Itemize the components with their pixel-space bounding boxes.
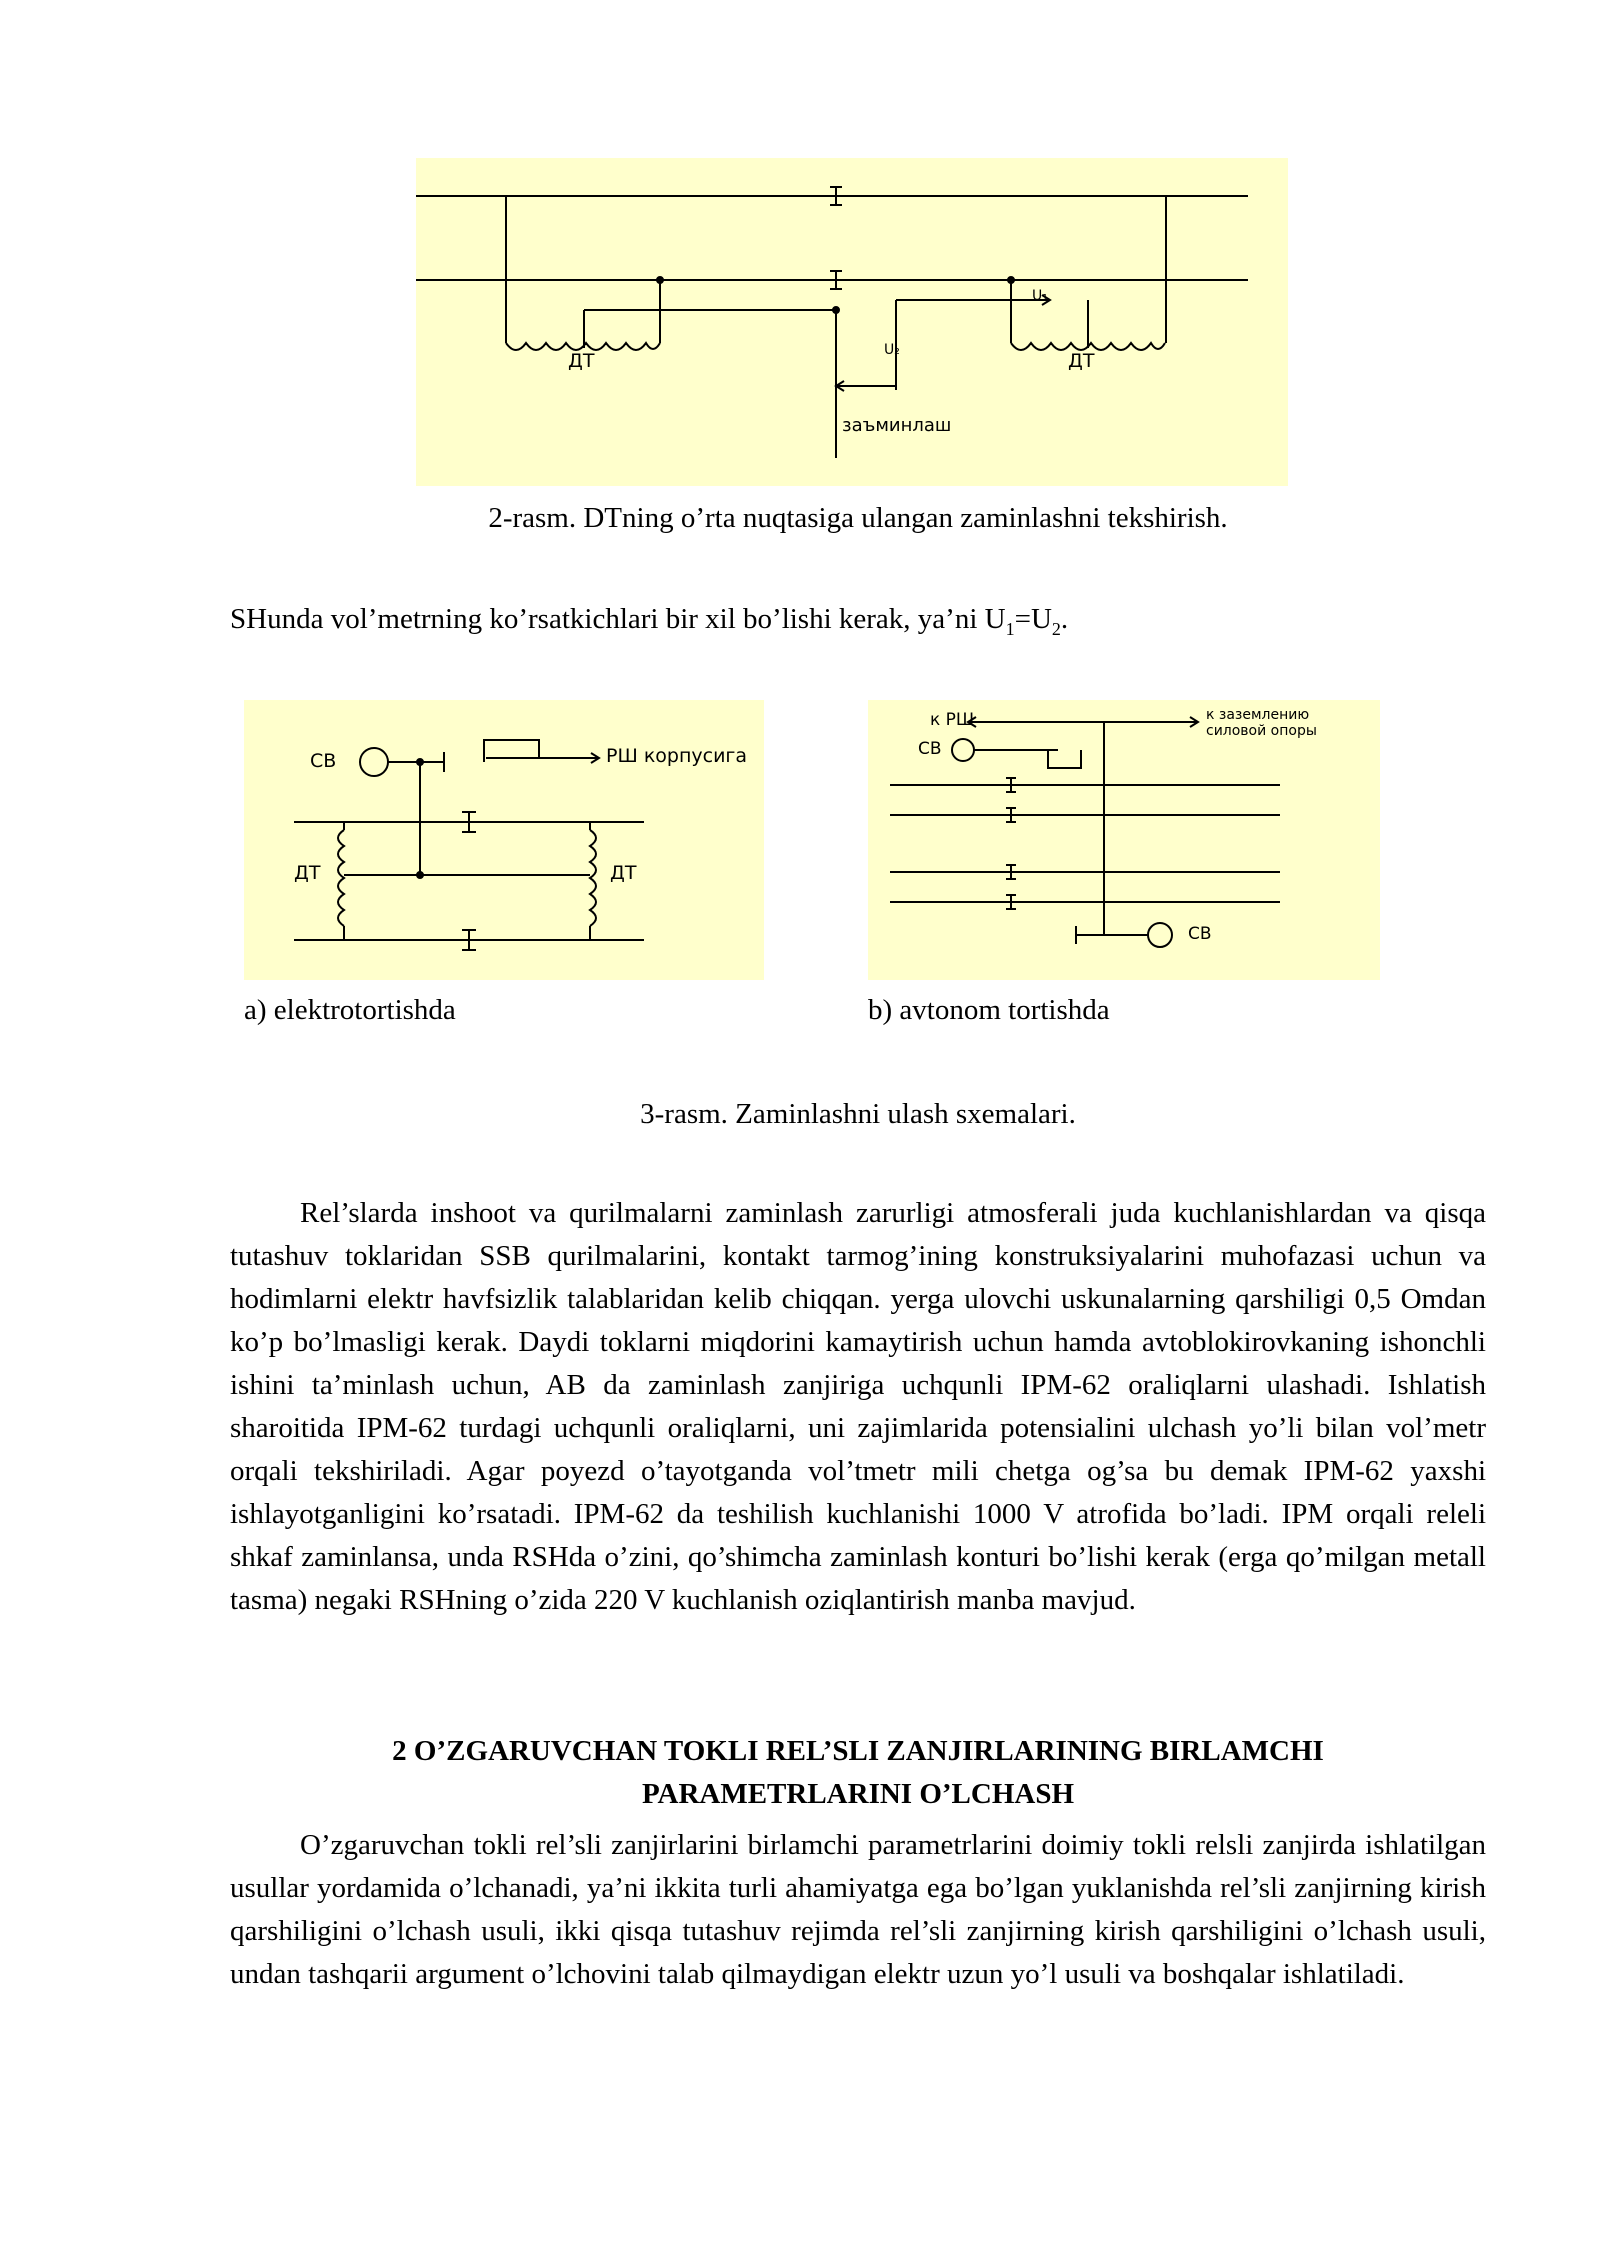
figure-3a-caption: a) elektrotortishda bbox=[244, 994, 456, 1026]
dt-label-right: ДТ bbox=[1068, 350, 1095, 372]
ground-support-label-line2: силовой опоры bbox=[1206, 723, 1317, 739]
sv-spark-gap-icon bbox=[360, 748, 388, 776]
voltmeter-sentence: SHunda vol’metrning ko’rsatkichlari bir xil bo’lishi kerak, ya’ni $U_1=U_2$. bbox=[230, 603, 1069, 639]
paragraph-grounding: Rel’slarda inshoot va qurilmalarni zaminlash zarurligi atmosferali juda kuchlanishlardan va qisqa tutashuv toklaridan SSB qurilmalarini, kontakt tarmog’ining konstruksiyalarini muhofazasi uchun va hodimlarni elektr havfsizlik talablaridan kelib chiqqan. yerga ulovchi uskunalarning qarshiligi 0,5 Omdan ko’p bo’lmasligi kerak. Daydi toklarni miqdorini kamaytirish uchun hamda avtoblokirovkaning ishonchli ishini ta’minlash uchun, AB da zaminlash zanjiriga uchqunli IPM-62 oraliqlarni ulashadi. Ishlatish sharoitida IPM-62 turdagi uchqunli oraliqlarni, uni zajimlarida potensialini ulchash yo’li bilan vol’metr orqali tekshiriladi. Agar poyezd o’tayotganda vol’tmetr mili chetga og’sa bu demak IPM-62 yaxshi ishlayotganligini ko’rsatadi. IPM-62 da teshilish kuchlanishi 1000 V atrofida bo’ladi. IPM orqali releli shkaf zaminlansa, unda RSHda o’zini, qo’shimcha zaminlash konturi bo’lishi kerak (erga qo’milgan metall tasma) negaki RSHning o’zida 220 V kuchlanish oziqlantirish manba mavjud. bbox=[230, 1197, 1486, 1616]
figure-2-caption: 2-rasm. DTning o’rta nuqtasiga ulangan zaminlashni tekshirish. bbox=[488, 502, 1228, 534]
sv-label-b-top: СВ bbox=[918, 739, 942, 759]
figure-3b-caption: b) avtonom tortishda bbox=[868, 994, 1110, 1026]
rsh-label-a: РШ корпусига bbox=[606, 745, 748, 767]
grounding-label: заъминлаш bbox=[842, 415, 952, 436]
paragraph-measurement: O’zgaruvchan tokli rel’sli zanjirlarini birlamchi parametrlarini doimiy tokli relsli zanjirda ishlatilgan usullar yordamida o’lchanadi, ya’ni ikkita turli ahamiyatga ega bo’lgan yuklanishda rel’sli zanjirning kirish qarshiligini o’lchash usuli, ikki qisqa tutashuv rejimda rel’sli zanjirning kirish qarshiligini o’lchash usuli, undan tashqarii argument o’lchovini talab qilmaydigan elektr uzun yo’l usuli va boshqalar ishlatiladi. bbox=[230, 1829, 1486, 1990]
sv-label-b-bottom: СВ bbox=[1188, 924, 1212, 944]
figure-2-diagram bbox=[416, 158, 1288, 486]
sv-spark-gap-icon-bottom bbox=[1148, 923, 1172, 947]
ground-support-label-line1: к заземлению bbox=[1206, 707, 1310, 723]
sv-spark-gap-icon-top bbox=[952, 739, 974, 761]
figure-3a-diagram bbox=[244, 700, 764, 980]
dt-label-a-right: ДТ bbox=[610, 862, 637, 884]
u1-label: U₁ bbox=[1032, 288, 1048, 304]
figure-3b-diagram bbox=[868, 700, 1380, 980]
figure-3-caption: 3-rasm. Zaminlashni ulash sxemalari. bbox=[640, 1098, 1076, 1130]
dt-label-a-left: ДТ bbox=[294, 862, 321, 884]
dt-label-left: ДТ bbox=[568, 350, 595, 372]
section-heading: 2 O’ZGARUVCHAN TOKLI REL’SLI ZANJIRLARINING BIRLAMCHI PARAMETRLARINI O’LCHASH bbox=[392, 1735, 1324, 1810]
u2-label: U₂ bbox=[884, 342, 900, 358]
choke-coil-a-left bbox=[338, 830, 344, 926]
choke-coil-a-right bbox=[590, 830, 596, 926]
rsh-label-b: к РШ bbox=[930, 710, 975, 730]
sv-label-a: СВ bbox=[310, 750, 337, 772]
